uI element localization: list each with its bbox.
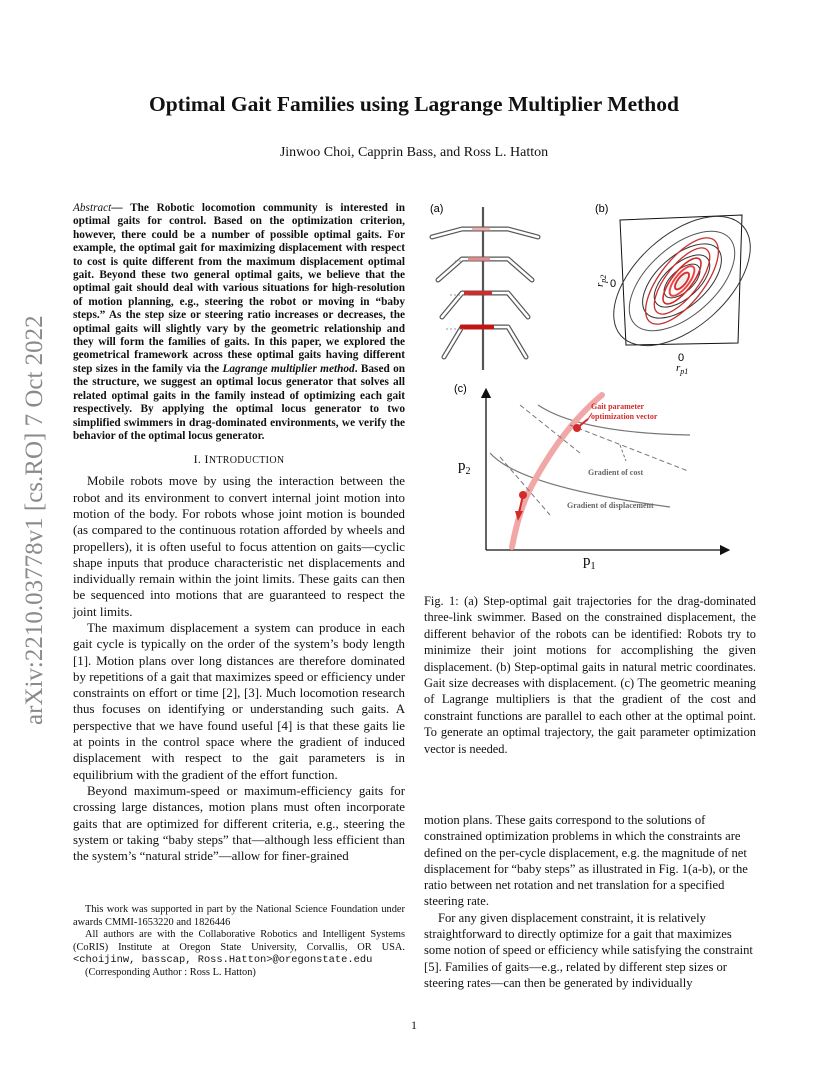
b-y-tick: 0 bbox=[610, 278, 617, 290]
body-paragraph: motion plans. These gaits correspond to the solutions of constrained optimization problems in which the constraints are defined on the per-cycle displacement, e.g. the magnitude of net displacement for “baby steps” as illustrated in Fig. 1(a-b), or the ratio between net rotation and net translation for a specified steering rate. bbox=[424, 813, 748, 909]
footnotes bbox=[73, 904, 405, 980]
section-title-initial: I bbox=[204, 452, 209, 467]
c-y-axis-label: $p_2$ bbox=[458, 458, 471, 477]
panel-b bbox=[590, 192, 773, 376]
affiliation-note bbox=[73, 929, 405, 967]
annotation-cost: Gradient of cost bbox=[588, 468, 644, 477]
abstract-lead: Abstract bbox=[73, 202, 112, 214]
swimmer-configuration-3 bbox=[442, 293, 528, 317]
panel-c-label: (c) bbox=[454, 383, 467, 395]
right-column bbox=[424, 812, 756, 991]
figure-1 bbox=[420, 195, 760, 572]
funding-note: This work was supported in part by the National Science Foundation under awards CMMI-1653220 and 1826446 bbox=[73, 904, 405, 928]
abstract-emphasis: Lagrange multiplier method bbox=[222, 362, 355, 375]
corresponding-author-note: (Corresponding Author : Ross L. Hatton) bbox=[85, 966, 256, 978]
body-paragraph: For any given displacement constraint, it is relatively straightforward to directly optimize for a gait that maximizes some notion of speed or efficiency while satisfying the constraint [5]. Families of gaits—e.g., related by different step sizes or steering rates—can then be generated by individually bbox=[424, 910, 753, 990]
arxiv-identifier: arXiv:2210.03778v1 [cs.RO] 7 Oct 2022 bbox=[21, 315, 48, 725]
annotation-vector-line2: optimization vector bbox=[591, 412, 658, 421]
swimmer-configuration-2 bbox=[438, 259, 532, 280]
section-number: I. bbox=[193, 452, 202, 467]
caption-label: Fig. 1: bbox=[424, 594, 459, 608]
c-x-axis-label: $p_1$ bbox=[583, 553, 596, 572]
section-heading-introduction bbox=[73, 452, 405, 467]
author-emails: <choijinw, basscap, Ross.Hatton>@oregonstate.edu bbox=[73, 954, 373, 967]
page-number: 1 bbox=[411, 1018, 417, 1032]
annotation-displacement: Gradient of displacement bbox=[567, 501, 654, 510]
figure-caption bbox=[424, 593, 756, 757]
intro-paragraph: Mobile robots move by using the interaction between the robot and its environment to convert internal joint motion into motion of the body. For robots whose joint motion is bounded (as compared to the continuous rotation afforded by wheels and propellers), it is often useful to focus attention on gaits—cyclic shape inputs that produce characteristic net displacements and individually remain within the joint limits. These gaits can then be sequenced into motions that are guaranteed to respect the joint limits. bbox=[73, 474, 405, 619]
annotation-vector-line1: Gait parameter bbox=[591, 402, 645, 411]
panel-a-label: (a) bbox=[430, 203, 444, 215]
swimmer-configuration-4 bbox=[444, 327, 526, 357]
left-column bbox=[73, 202, 405, 864]
panel-b-label: (b) bbox=[595, 203, 609, 215]
panel-a bbox=[430, 203, 538, 370]
panel-c bbox=[454, 383, 725, 572]
affiliation-text: All authors are with the Collaborative Robotics and Intelligent Systems (CoRIS) Institute at Oregon State University, Corvallis, OR USA. bbox=[73, 929, 405, 953]
intro-paragraph: Beyond maximum-speed or maximum-efficiency gaits for crossing large distances, motion plans must often incorporate gaits that are optimized for different criteria, e.g., steering the system or taking “baby steps” that—although less efficient than the system’s “natural stride”—allow for finer-grained bbox=[73, 783, 405, 864]
b-y-axis-label: $r_{p2}$ bbox=[594, 274, 608, 287]
abstract-text-end: . Based on the structure, we suggest an optimal locus generator that solves all related optimal gaits in the family instead of optimizing each gait respectively. By applying the optimal locus generator to two simplified swimmers in drag-dominated environments, we verify the behavior of the optimal locus generator. bbox=[73, 362, 406, 442]
caption-text: (a) Step-optimal gait trajectories for the drag-dominated three-link swimmer. Based on the constrained displacement, the different behavior of the robots can be identified: Robots try to minimize their joint motions for accomplishing the given displacement. (b) Step-optimal gaits in natural metric coordinates. Gait size decreases with displacement. (c) The geometric meaning of Lagrange multipliers is that the gradient of the cost and constraint functions are parallel to each other at the optimal point. To generate an optimal trajectory, the gait parameter optimization vector is needed. bbox=[424, 594, 756, 756]
displacement-level-curve bbox=[490, 453, 670, 507]
intro-paragraph: The maximum displacement a system can produce in each gait cycle is typically on the order of the system’s body length [1]. Motion plans over long distances are therefore dominated by repetitions of a gait that maximizes speed or efficiency under constraints on effort or time [2], [3]. Much locomotion research thus focuses on identifying or understanding such gaits. A perspective that we have found useful [4] is that these gaits lie at points in the control space where the gradient of induced displacement with respect to the gait parameters is in equilibrium with the gradient of the effort function. bbox=[73, 620, 405, 782]
section-title-rest: NTRODUCTION bbox=[208, 455, 285, 467]
abstract-text: — The Robotic locomotion community is interested in optimal gaits for control. Based on the optimization criterion, however, there could be a number of possible optimal gaits. For example, the optimal gait for maximizing displacement with respect to cost is quite different from the maximum displacement optimal gait. Beyond these two general optimal gaits, we believe that the optimal gait should deal with various situations for high-resolution of motion planning, e.g., steering the robot or moving in “baby steps.” As the step size or steering ratio increases or decreases, the optimal gaits will slightly vary by the geometric relationship and they will form the families of gaits. In this paper, we explored the geometrical framework across these optimal gaits having different step sizes in the family via the bbox=[73, 202, 405, 375]
paper-title: Optimal Gait Families using Lagrange Multiplier Method bbox=[149, 92, 679, 116]
b-x-axis-label: $r_{p1}$ bbox=[676, 362, 689, 376]
author-list: Jinwoo Choi, Capprin Bass, and Ross L. Hatton bbox=[279, 145, 549, 160]
abstract bbox=[73, 202, 405, 443]
arxiv-stamp bbox=[8, 270, 52, 730]
b-x-tick: 0 bbox=[678, 352, 685, 364]
